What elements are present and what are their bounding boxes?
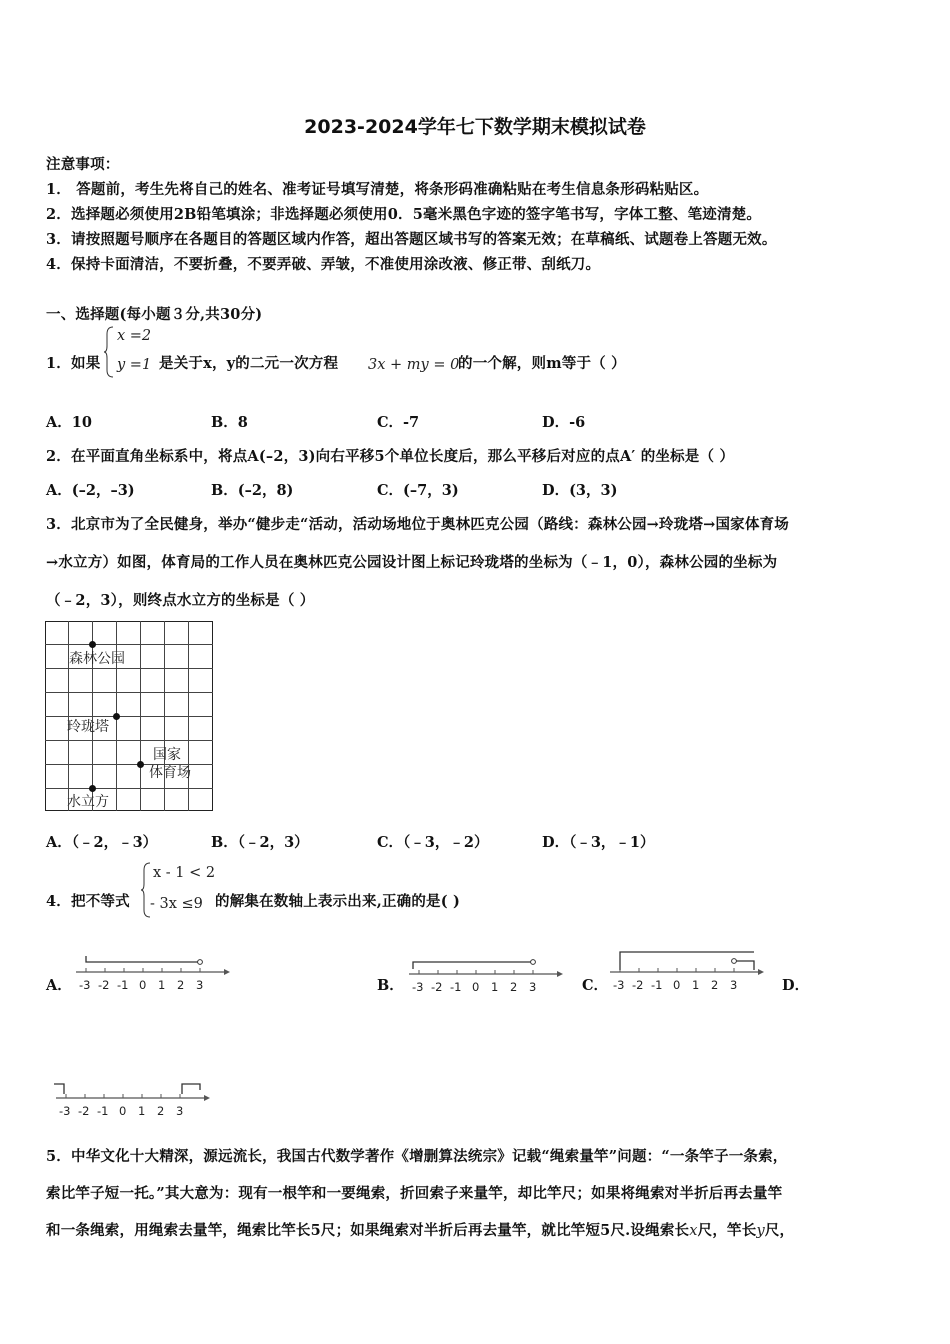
q1-option-d[interactable]: D．-6: [542, 414, 586, 431]
forest-park-point: [89, 641, 96, 648]
tick-label: -2: [98, 978, 110, 992]
q5-text-line1: 5．中华文化十大精深，源远流长，我国古代数学著作《增删算法统宗》记载“绳索量竿”问题：“一条竿子一条索，: [46, 1148, 788, 1165]
q1-brace-icon: [103, 326, 115, 378]
q1-option-c[interactable]: C．-7: [377, 414, 420, 431]
q1-option-b[interactable]: B．8: [211, 414, 248, 431]
notice-item: 3．请按照题号顺序在各题目的答题区域内作答，超出答题区域书写的答案无效；在草稿纸、试题卷上答题无效。: [46, 231, 777, 248]
q3-option-d[interactable]: D．（﹣3，﹣1）: [542, 834, 655, 851]
q4-prefix: 4．把不等式: [46, 893, 130, 910]
q2-option-b[interactable]: B．(–2，8): [211, 482, 294, 499]
q4-numberline-c[interactable]: [606, 948, 766, 996]
q3-option-c[interactable]: C．（﹣3，﹣2）: [377, 834, 489, 851]
q3-text-line1: 3．北京市为了全民健身，举办“健步走“活动，活动场地位于奥林匹克公园（路线：森林公园→玲珑塔→国家体育场: [46, 516, 789, 533]
tick-label: 3: [196, 978, 204, 992]
q1-system-line2: y =1: [117, 357, 152, 373]
page-title: 2023-2024学年七下数学期末模拟试卷: [304, 116, 646, 138]
tick-label: 0: [119, 1104, 127, 1118]
tick-label: 1: [491, 980, 499, 994]
tick-label: -1: [97, 1104, 109, 1118]
q3-text-line3: （﹣2，3），则终点水立方的坐标是（ ）: [46, 592, 315, 609]
tick-label: -2: [431, 980, 443, 994]
q2-option-d[interactable]: D．(3，3): [542, 482, 618, 499]
tick-label: -1: [117, 978, 129, 992]
q3-option-a[interactable]: A．（﹣2，﹣3）: [46, 834, 158, 851]
tick-label: -1: [450, 980, 462, 994]
q4-option-d[interactable]: D．: [782, 977, 810, 994]
q4-numberline-d[interactable]: [52, 1078, 212, 1124]
q4-suffix: 的解集在数轴上表示出来,正确的是( ): [215, 893, 461, 910]
tick-label: -2: [632, 978, 644, 992]
tick-label: -3: [613, 978, 625, 992]
q1-equation: 3x + my = 0: [368, 357, 460, 373]
q4-a-ticks: [79, 978, 203, 992]
tick-label: 1: [692, 978, 700, 992]
tower-point: [113, 713, 120, 720]
tick-label: 0: [139, 978, 147, 992]
q4-numberline-b[interactable]: [405, 952, 565, 998]
tick-label: 3: [529, 980, 537, 994]
tick-label: -3: [59, 1104, 71, 1118]
q1-system-line1: x =2: [117, 328, 152, 344]
notice-heading: 注意事项：: [46, 156, 120, 173]
tick-label: 2: [157, 1104, 165, 1118]
tick-label: 3: [176, 1104, 184, 1118]
tick-label: 2: [177, 978, 185, 992]
q5-text-line3-b: 尺，竿长: [697, 1222, 757, 1239]
tick-label: 0: [472, 980, 480, 994]
q4-system-line2: - 3x ≤9: [150, 896, 203, 912]
tick-label: -1: [651, 978, 663, 992]
q4-numberline-a[interactable]: [72, 950, 232, 996]
map-label-tower: 玲珑塔: [67, 719, 109, 735]
q2-text: 2．在平面直角坐标系中，将点A(–2，3)向右平移5个单位长度后，那么平移后对应的点A′ 的坐标是（ ）: [46, 448, 735, 465]
q5-var-x: x: [689, 1223, 698, 1239]
section-heading: 一、选择题(每小题３分,共30分): [46, 306, 263, 323]
notice-item: 2．选择题必须使用2B铅笔填涂；非选择题必须使用0．5毫米黑色字迹的签字笔书写，字体工整、笔迹清楚。: [46, 206, 762, 223]
map-label-stadium-2: 体育场: [149, 765, 191, 781]
tick-label: 0: [673, 978, 681, 992]
q1-suffix: 的一个解，则m等于（ ）: [458, 355, 626, 372]
tick-label: 2: [711, 978, 719, 992]
notice-item: 1． 答题前，考生先将自己的姓名、准考证号填写清楚，将条形码准确粘贴在考生信息条形码粘贴区。: [46, 181, 709, 198]
q1-option-a[interactable]: A．10: [46, 414, 92, 431]
tick-label: 3: [730, 978, 738, 992]
q4-option-c[interactable]: C．: [582, 977, 609, 994]
q3-text-line2: →水立方）如图，体育局的工作人员在奥林匹克公园设计图上标记玲珑塔的坐标为（﹣1，0），森林公园的坐标为: [46, 554, 778, 571]
q5-text-line3-a: 和一条绳索，用绳索去量竿，绳索比竿长5尺；如果绳索对半折后再去量竿，就比竿短5尺.设绳索长: [46, 1222, 690, 1239]
q1-middle-text: 是关于x，y的二元一次方程: [159, 355, 339, 372]
map-label-forest: 森林公园: [69, 651, 125, 667]
q2-option-a[interactable]: A．(–2，–3): [46, 482, 135, 499]
notice-item: 4．保持卡面清洁，不要折叠，不要弄破、弄皱，不准使用涂改液、修正带、刮纸刀。: [46, 256, 601, 273]
tick-label: -3: [79, 978, 91, 992]
tick-label: -2: [78, 1104, 90, 1118]
map-label-water: 水立方: [67, 794, 109, 810]
tick-label: 1: [138, 1104, 146, 1118]
q5-text-line3-c: 尺，: [764, 1222, 795, 1239]
q4-system-line1: x - 1 < 2: [153, 865, 216, 881]
q5-text-line2: 索比竿子短一托。”其大意为：现有一根竿和一要绳索，折回索子来量竿，却比竿尺；如果将绳索对半折后再去量竿: [46, 1185, 783, 1202]
tick-label: -3: [412, 980, 424, 994]
q2-option-c[interactable]: C．(–7，3): [377, 482, 459, 499]
tick-label: 2: [510, 980, 518, 994]
map-label-stadium-1: 国家: [153, 747, 181, 763]
q5-var-y: y: [756, 1223, 765, 1239]
q5-text-line3: [46, 1219, 794, 1240]
tick-label: 1: [158, 978, 166, 992]
q3-option-b[interactable]: B．（﹣2，3）: [211, 834, 309, 851]
q4-option-b[interactable]: B．: [377, 977, 404, 994]
stadium-point: [137, 761, 144, 768]
q4-option-a[interactable]: A．: [46, 977, 72, 994]
park-map: [45, 621, 213, 811]
q1-prefix: 1．如果: [46, 355, 101, 372]
